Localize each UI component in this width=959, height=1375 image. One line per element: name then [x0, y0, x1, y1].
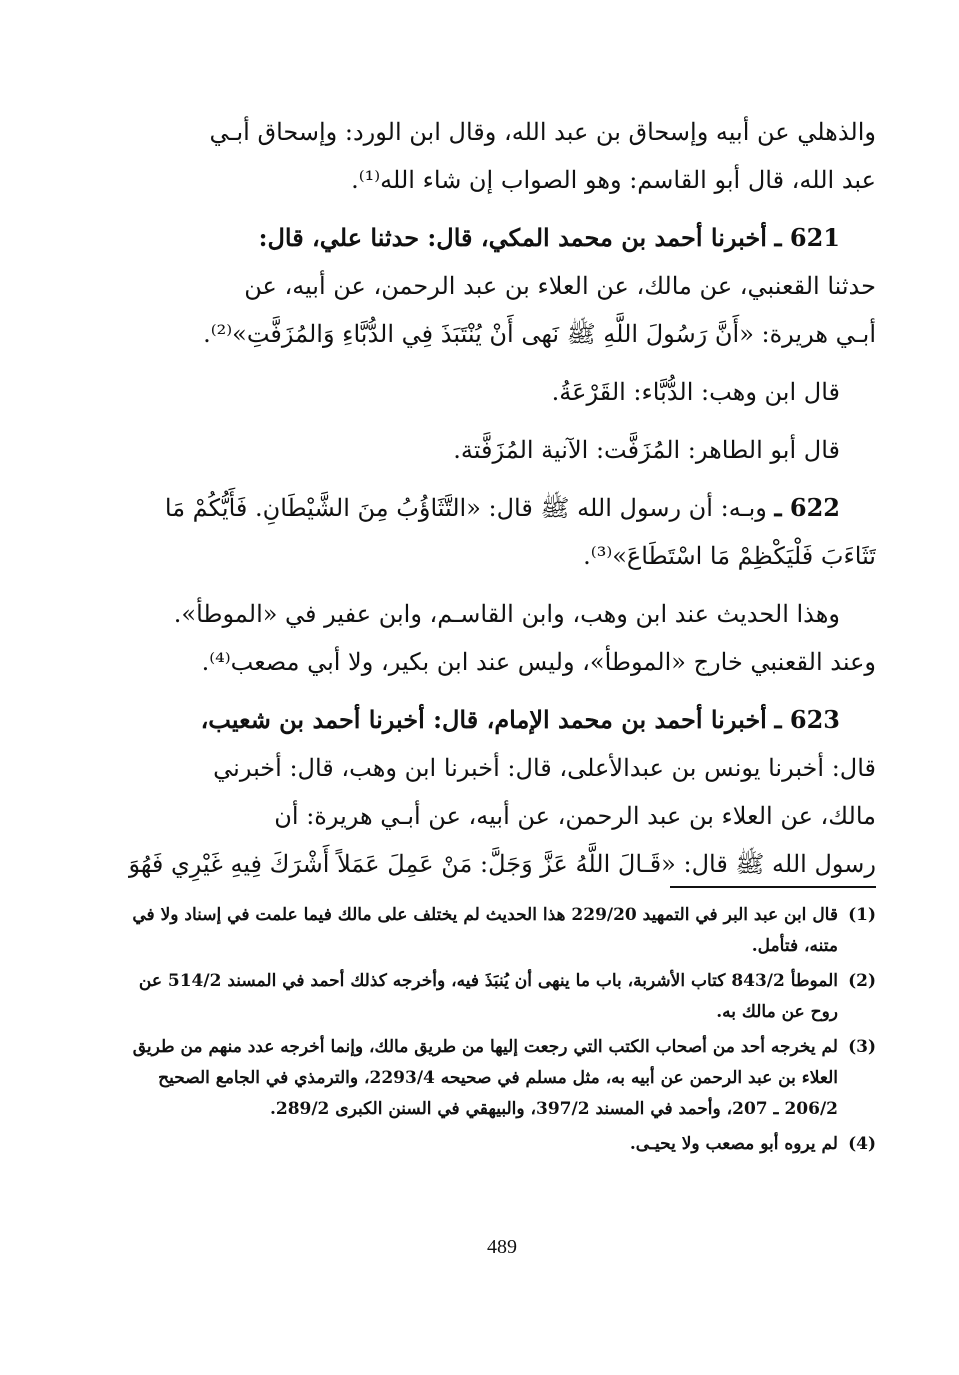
paragraph-muwatta-cont [128, 638, 876, 686]
hadith-number: 623 ـ [774, 705, 840, 734]
book-page [128, 108, 876, 1288]
footnote-text: الموطأ 843/2 كتاب الأشربة، باب ما ينهى أن يُنبَذَ فيه، وأخرجه كذلك أحمد في المسند 514/2 عن روح عن مالك به. [138, 971, 838, 1022]
text-line: حدثنا القعنبي، عن مالك، عن العلاء بن عبد الرحمن، عن أبيه، عن [244, 272, 876, 300]
text-line [128, 214, 840, 262]
footnote-1 [128, 900, 876, 962]
footnote-3 [128, 1032, 876, 1125]
footnote-text: لم يخرجه أحد من أصحاب الكتب التي رجعت إليها من طريق مالك، وإنما أخرجه عدد منهم من طريق العلاء بن عبد الرحمن عن أبيه به، مثل مسلم في صحيحه 2293/4، والترمذي في الجامع الصحيح 206/2 ـ 207، وأحمد في المسند 397/2، والبيهقي في السنن الكبرى 289/2. [132, 1037, 838, 1119]
hadith-621-cont [128, 262, 876, 358]
text-line: رسول الله ﷺ قال: «قَـالَ اللَّهُ عَزَّ وَجَلَّ: مَنْ عَمِلَ عَمَلاً أَشْرَكَ فِيهِ غَيْرِي فَهُوَ [128, 850, 876, 878]
footnote-mark: (2) [848, 971, 876, 991]
footnote-text: لم يروه أبو مصعب ولا يحيـى. [629, 1134, 838, 1154]
text-segment: أخبرنا أحمد بن محمد الإمام، قال: أخبرنا أحمد بن شعيب، [200, 705, 767, 734]
main-text [128, 108, 876, 888]
text-line: أبـي هريرة: «أَنَّ رَسُولَ اللَّهِ ﷺ نَهى أَنْ يُنْتَبَذَ فِي الدُّبَّاءِ وَالمُزَفَّتِ»⁽²⁾. [203, 320, 876, 348]
text-line: مالك، عن العلاء بن عبد الرحمن، عن أبيه، عن أبـي هريرة: أن [274, 802, 876, 830]
footnote-mark: (3) [848, 1037, 876, 1057]
text-line: وعند القعنبي خارج «الموطأ»، وليس عند ابن بكير، ولا أبي مصعب⁽⁴⁾. [201, 648, 876, 676]
hadith-623-cont [128, 744, 876, 888]
text-line: والذهلي عن أبيه وإسحاق بن عبد الله، وقال ابن الورد: وإسحاق أبـي [209, 118, 876, 146]
text-line: تَثَاءَبَ فَلْيَكْظِمْ مَا اسْتَطَاعَ»⁽³⁾. [583, 542, 876, 570]
paragraph-intro [128, 108, 876, 204]
text-line: وهذا الحديث عند ابن وهب، وابن القاسـم، وابن عفير في «الموطأ». [173, 600, 840, 628]
text-line: قال ابن وهب: الدُّبَّاء: القَرْعَةُ. [551, 378, 840, 406]
paragraph-muwatta [128, 590, 876, 638]
hadith-621 [128, 214, 876, 262]
footnote-text: قال ابن عبد البر في التمهيد 229/20 هذا الحديث لم يختلف على مالك فيما علمت في إسناد ولا في متنه، فتأمل. [132, 905, 838, 956]
text-segment: وبـه: أن رسول الله ﷺ قال: «التَّثَاؤُبُ مِنَ الشَّيْطَانِ. فَأَيُّكُمْ مَا [164, 494, 767, 522]
footnote-2 [128, 966, 876, 1028]
footnote-mark: (1) [848, 905, 876, 925]
text-line: عبد الله، قال أبو القاسم: وهو الصواب إن شاء الله⁽¹⁾. [351, 166, 876, 194]
hadith-number: 622 ـ [774, 493, 840, 522]
footnotes [128, 900, 876, 1164]
paragraph-abu-tahir [128, 426, 876, 474]
footnote-4 [128, 1129, 876, 1160]
hadith-623 [128, 696, 876, 744]
text-line: قال: أخبرنا يونس بن عبدالأعلى، قال: أخبرنا ابن وهب، قال: أخبرني [213, 754, 876, 782]
text-line: قال أبو الطاهر: المُزَفَّت: الآنية المُزَفَّتة. [453, 436, 840, 464]
hadith-622-cont [128, 532, 876, 580]
footnote-mark: (4) [848, 1134, 876, 1154]
paragraph-ibn-wahb [128, 368, 876, 416]
footnote-divider [670, 886, 876, 888]
hadith-622 [128, 484, 876, 532]
text-segment: أخبرنا أحمد بن محمد المكي، قال: حدثنا علي، قال: [258, 223, 767, 252]
page-number: 489 [487, 1236, 517, 1258]
text-line [128, 484, 840, 532]
hadith-number: 621 ـ [774, 223, 840, 252]
text-line [128, 696, 840, 744]
